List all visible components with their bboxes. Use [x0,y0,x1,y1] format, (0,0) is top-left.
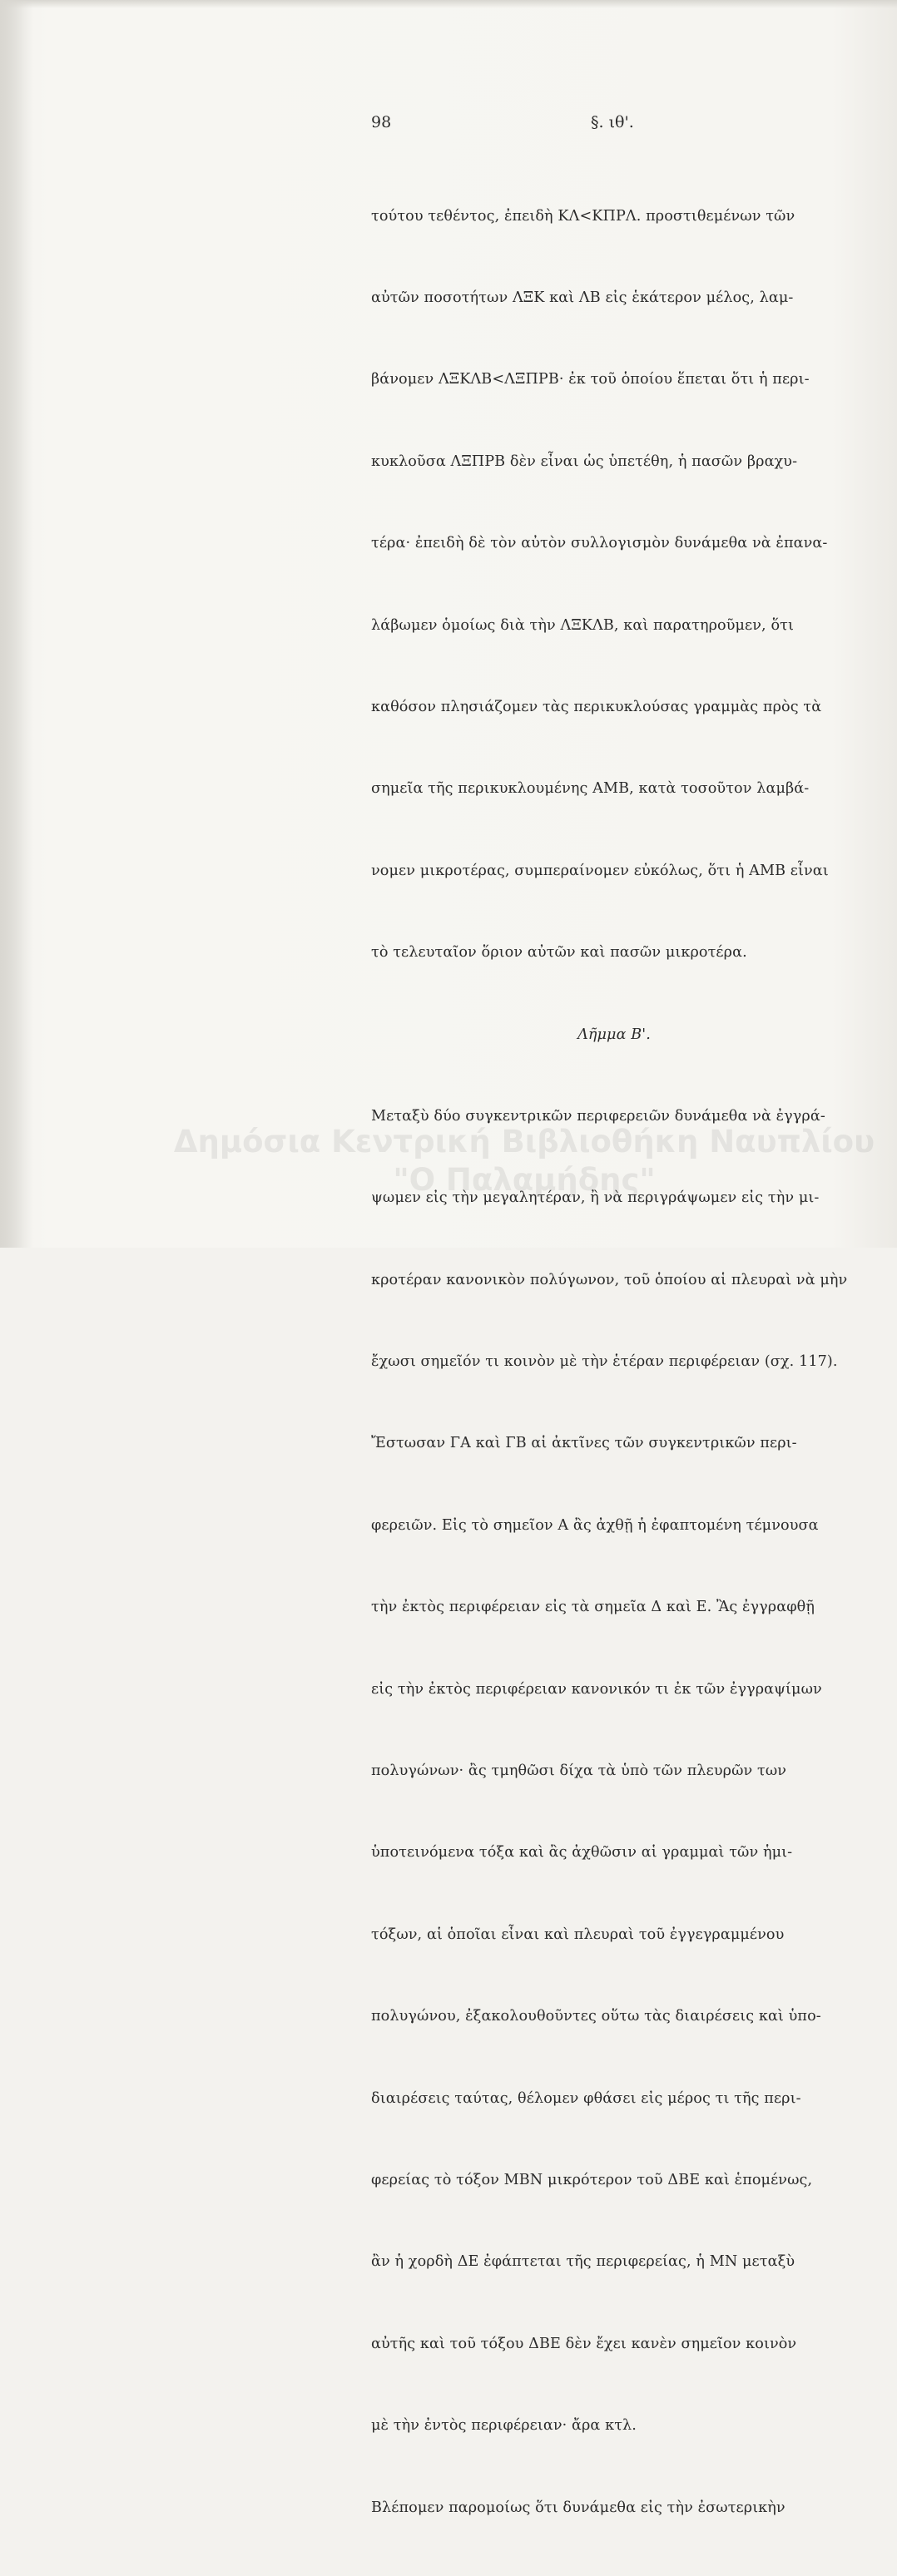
lemma-heading: Λῆμμα Β'. [577,1026,651,1043]
text-line: Ἔστωσαν ΓΑ καὶ ΓΒ αἱ ἀκτῖνες τῶν συγκεντρικῶν περι- [371,1435,797,1452]
text-line: σημεῖα τῆς περικυκλουμένης ΑΜΒ, κατὰ τοσοῦτον λαμβά- [371,780,810,798]
text-line: πολυγώνου, ἐξακολουθοῦντες οὕτω τὰς διαιρέσεις καὶ ὑπο- [371,2008,821,2025]
library-watermark [166,1123,882,1199]
text-line: εἰς τὴν ἐκτὸς περιφέρειαν κανονικόν τι ἐκ τῶν ἐγγραψίμων [371,1680,822,1698]
text-line: κυκλοῦσα ΛΞΠΡΒ δὲν εἶναι ὡς ὑπετέθη, ἡ πασῶν βραχυ- [371,452,798,470]
watermark-line-2: "Ο Παλαμήδης" [393,1162,656,1198]
text-line: τὸ τελευταῖον ὅριον αὐτῶν καὶ πασῶν μικροτέρα. [371,944,747,962]
text-line: λάβωμεν ὁμοίως διὰ τὴν ΛΞΚΛΒ, καὶ παρατηροῦμεν, ὅτι [371,616,794,634]
page-binding-shadow [0,0,33,1248]
page-top-shadow [0,0,897,8]
text-line: κροτέραν κανονικὸν πολύγωνον, τοῦ ὁποίου αἱ πλευραὶ νὰ μὴν [371,1271,848,1288]
text-line: Βλέπομεν παρομοίως ὅτι δυνάμεθα εἰς τὴν ἐσωτερικὴν [371,2499,785,2516]
text-line: ἔχωσι σημεῖόν τι κοινὸν μὲ τὴν ἑτέραν περιφέρειαν (σχ. 117). [371,1353,838,1371]
page-header [371,113,837,138]
text-line: ψωμεν εἰς τὴν μεγαλητέραν, ἢ νὰ περιγράψωμεν εἰς τὴν μι- [371,1189,820,1207]
watermark-line-1: Δημόσια Κεντρική Βιβλιοθήκη Ναυπλίου [173,1124,875,1159]
text-line: φερειῶν. Εἰς τὸ σημεῖον Α ἂς ἀχθῇ ἡ ἐφαπτομένη τέμνουσα [371,1516,819,1534]
text-line: Μεταξὺ δύο συγκεντρικῶν περιφερειῶν δυνάμεθα νὰ ἐγγρά- [371,1107,825,1125]
text-line: ἂν ἡ χορδὴ ΔΕ ἐφάπτεται τῆς περιφερείας, ἡ ΜΝ μεταξὺ [371,2253,795,2271]
text-line: μὲ τὴν ἐντὸς περιφέρειαν· ἄρα κτλ. [371,2417,637,2435]
text-line: καθόσον πλησιάζομεν τὰς περικυκλούσας γραμμὰς πρὸς τὰ [371,698,822,715]
text-line: αὐτῆς καὶ τοῦ τόξου ΔΒΕ δὲν ἔχει κανὲν σημεῖον κοινὸν [371,2335,797,2352]
text-line: τόξων, αἱ ὁποῖαι εἶναι καὶ πλευραὶ τοῦ ἐγγεγραμμένου [371,1926,785,1943]
text-line: τὴν ἐκτὸς περιφέρειαν εἰς τὰ σημεῖα Δ καὶ Ε. Ἂς ἐγγραφθῇ [371,1599,815,1616]
text-line: ὑποτεινόμενα τόξα καὶ ἂς ἀχθῶσιν αἱ γραμμαὶ τῶν ἡμι- [371,1844,793,1862]
section-heading: §. ιθ'. [591,113,634,131]
text-line: νομεν μικροτέρας, συμπεραίνομεν εὐκόλως, ὅτι ἡ ΑΜΒ εἶναι [371,862,829,879]
text-line: αὐτῶν ποσοτήτων ΛΞΚ καὶ ΛΒ εἰς ἑκάτερον μέλος, λαμ- [371,289,794,306]
page-number: 98 [371,113,392,131]
text-line: διαιρέσεις ταύτας, θέλομεν φθάσει εἰς μέρος τι τῆς περι- [371,2089,801,2107]
body-text [371,148,857,2576]
text-line: τέρα· ἐπειδὴ δὲ τὸν αὐτὸν συλλογισμὸν δυνάμεθα νὰ ἐπανα- [371,535,828,552]
text-line: τούτου τεθέντος, ἐπειδὴ ΚΛ<ΚΠΡΛ. προστιθεμένων τῶν [371,207,795,225]
text-line: πολυγώνων· ἂς τμηθῶσι δίχα τὰ ὑπὸ τῶν πλευρῶν των [371,1763,787,1780]
text-line: βάνομεν ΛΞΚΛΒ<ΛΞΠΡΒ· ἐκ τοῦ ὁποίου ἕπεται ὅτι ἡ περι- [371,371,810,388]
text-line: φερείας τὸ τόξον ΜΒΝ μικρότερον τοῦ ΔΒΕ καὶ ἑπομένως, [371,2171,813,2188]
